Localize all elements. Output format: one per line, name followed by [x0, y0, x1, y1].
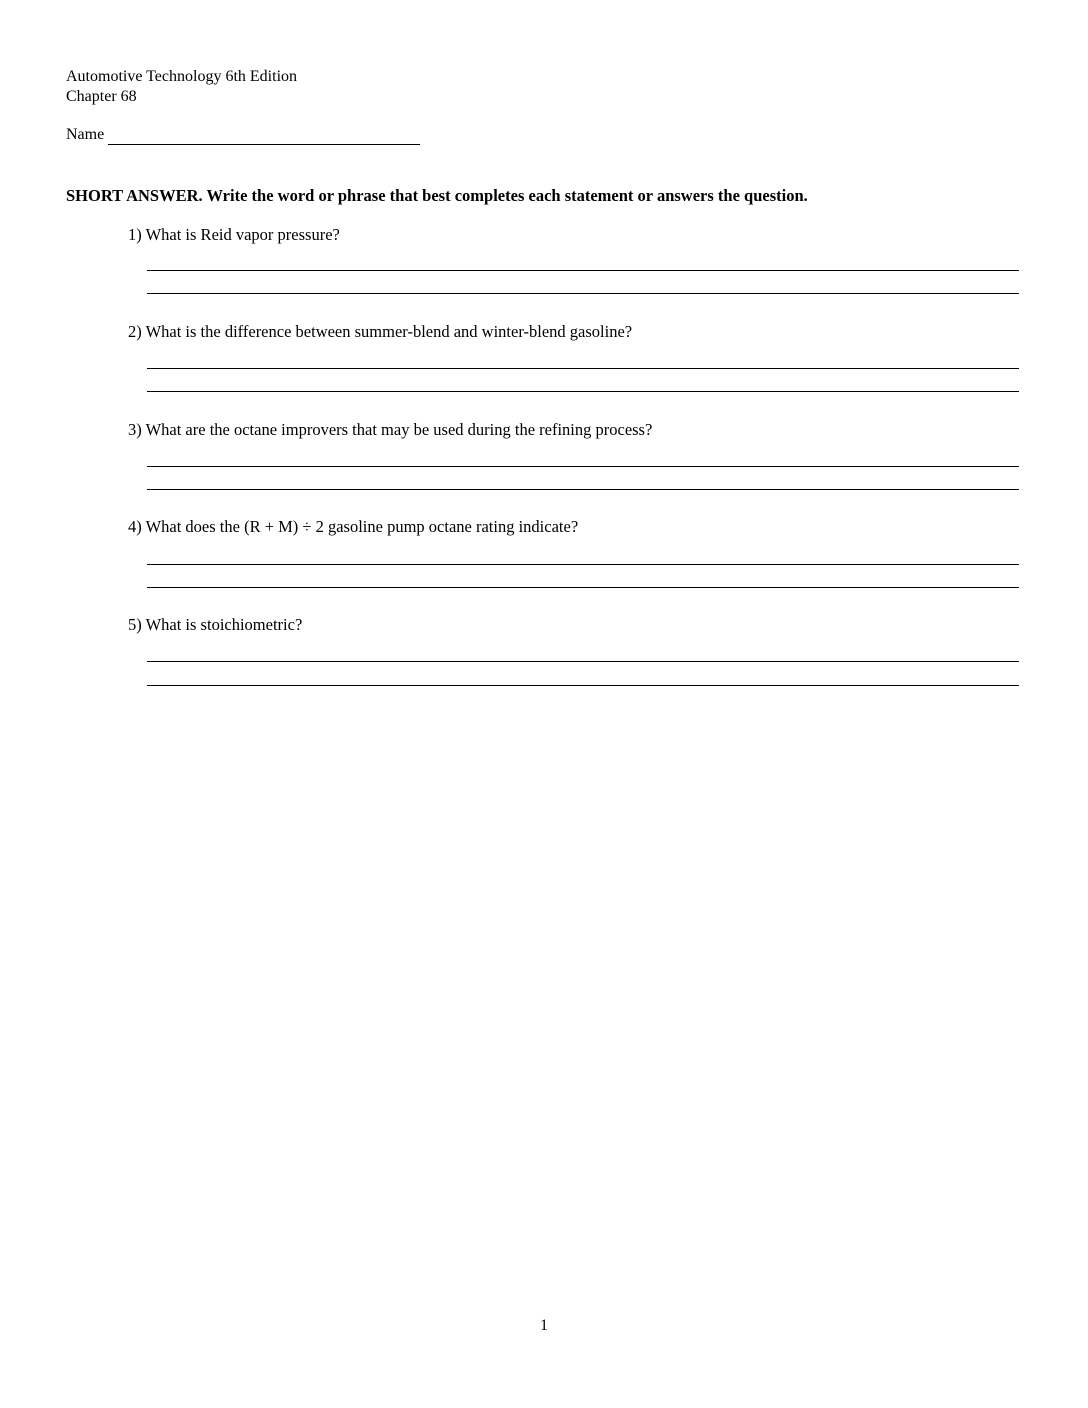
question-2: 2) What is the difference between summer-blend and winter-blend gasoline?: [128, 322, 633, 341]
question-4: 4) What does the (R + M) ÷ 2 gasoline pump octane rating indicate?: [128, 517, 579, 536]
page-number: 1: [540, 1317, 548, 1334]
answer-line-3b[interactable]: [147, 489, 1019, 490]
chapter-label: Chapter 68: [66, 88, 137, 105]
answer-line-3a[interactable]: [147, 466, 1019, 467]
answer-line-2a[interactable]: [147, 368, 1019, 369]
question-1: 1) What is Reid vapor pressure?: [128, 225, 340, 244]
answer-line-1a[interactable]: [147, 270, 1019, 271]
question-5: 5) What is stoichiometric?: [128, 615, 303, 634]
answer-line-4b[interactable]: [147, 587, 1019, 588]
answer-line-5b[interactable]: [147, 685, 1019, 686]
short-answer-instructions: SHORT ANSWER. Write the word or phrase that best completes each statement or answers the question.: [66, 186, 808, 205]
answer-line-4a[interactable]: [147, 564, 1019, 565]
book-title: Automotive Technology 6th Edition: [66, 68, 298, 85]
answer-line-1b[interactable]: [147, 293, 1019, 294]
answer-line-2b[interactable]: [147, 391, 1019, 392]
question-3: 3) What are the octane improvers that may be used during the refining process?: [128, 420, 653, 439]
answer-line-5a[interactable]: [147, 661, 1019, 662]
name-label: Name: [66, 126, 105, 143]
name-field-line[interactable]: [108, 144, 420, 145]
